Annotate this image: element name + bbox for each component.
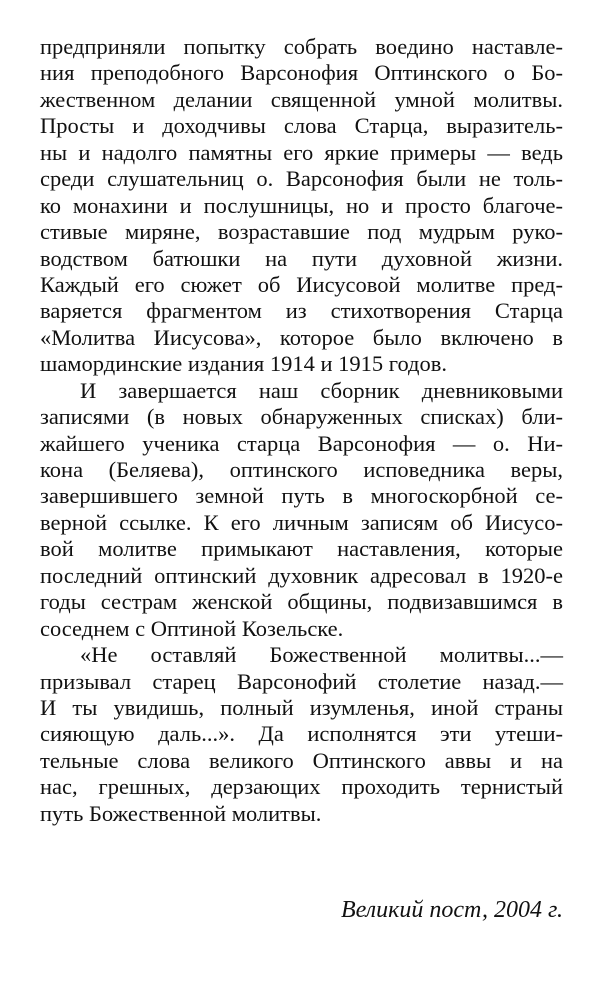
text-line: Просты и доходчивы слова Старца, выразитель- bbox=[40, 113, 563, 139]
text-line: тельные слова великого Оптинского аввы и на bbox=[40, 747, 563, 773]
text-line: последний оптинский духовник адресовал в 1920-е bbox=[40, 562, 563, 588]
text-line: жественном делании священной умной молитвы. bbox=[40, 86, 563, 112]
text-line: шамординские издания 1914 и 1915 годов. bbox=[40, 351, 447, 377]
text-line: среди слушательниц о. Варсонофия были не толь- bbox=[40, 166, 563, 192]
text-line: призывал старец Варсонофий столетие назад.— bbox=[40, 668, 563, 694]
text-line: водством батюшки на пути духовной жизни. bbox=[40, 245, 563, 271]
text-line: варяется фрагментом из стихотворения Старца bbox=[40, 298, 563, 324]
text-line: ко монахини и послушницы, но и просто благоче- bbox=[40, 192, 563, 218]
text-line: Каждый его сюжет об Иисусовой молитве пред- bbox=[40, 271, 563, 297]
text-line: «Молитва Иисусова», которое было включено в bbox=[40, 324, 563, 350]
text-line: верной ссылке. К его личным записям об Иисусо- bbox=[40, 509, 563, 535]
text-line: соседнем с Оптиной Козельске. bbox=[40, 615, 344, 641]
document-page bbox=[40, 34, 563, 827]
text-line: кона (Беляева), оптинского исповедника веры, bbox=[40, 457, 563, 482]
text-line: вой молитве примыкают наставления, которые bbox=[40, 536, 563, 562]
paragraph-3 bbox=[40, 642, 563, 827]
text-line: И завершается наш сборник дневниковыми bbox=[80, 377, 563, 403]
text-line: И ты увидишь, полный изумленья, иной страны bbox=[40, 694, 563, 720]
text-line: ния преподобного Варсонофия Оптинского о Бо- bbox=[40, 60, 563, 86]
text-line: годы сестрам женской общины, подвизавшимся в bbox=[40, 589, 563, 615]
text-line: стивые миряне, возраставшие под мудрым руко- bbox=[40, 219, 563, 245]
text-line: завершившего земной путь в многоскорбной се- bbox=[40, 483, 563, 509]
text-line: ны и надолго памятны его яркие примеры — ведь bbox=[40, 139, 563, 165]
text-line: жайшего ученика старца Варсонофия — о. Ни- bbox=[40, 430, 563, 456]
paragraph-2 bbox=[40, 378, 563, 642]
text-line: сияющую даль...». Да исполнятся эти утеши- bbox=[40, 721, 563, 747]
text-line: записями (в новых обнаруженных списках) бли- bbox=[40, 404, 563, 430]
text-line: «Не оставляй Божественной молитвы...— bbox=[80, 642, 563, 668]
text-line: путь Божественной молитвы. bbox=[40, 800, 322, 826]
paragraph-1 bbox=[40, 34, 563, 378]
text-line: предприняли попытку собрать воедино наставле- bbox=[40, 34, 563, 59]
signature-date: Великий пост, 2004 г. bbox=[340, 897, 563, 923]
text-line: нас, грешных, дерзающих проходить тернистый bbox=[40, 774, 563, 800]
